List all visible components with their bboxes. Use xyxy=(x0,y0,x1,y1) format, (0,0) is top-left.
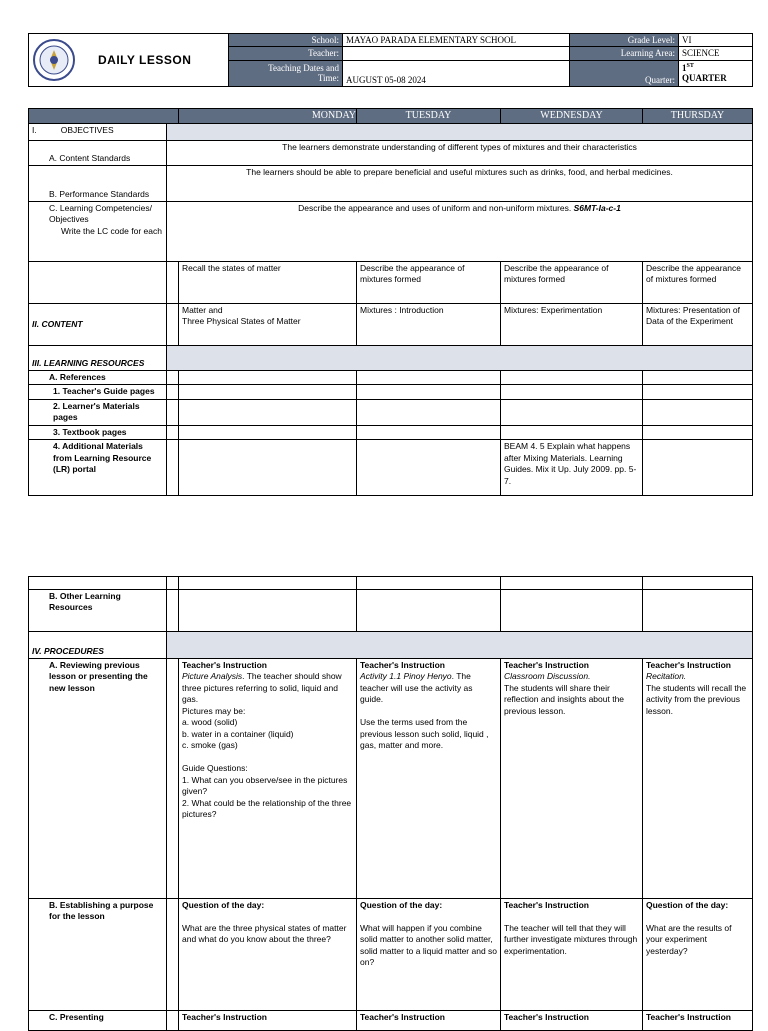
procedure-a-wednesday: Teacher's Instruction Classroom Discussion. The students will share their reflection and insights about the previous lesson. xyxy=(501,659,643,899)
lesson-header xyxy=(28,33,753,87)
other-resources-label: B. Other Learning Resources xyxy=(29,590,167,632)
procedure-a-tuesday: Teacher's Instruction Activity 1.1 Pinoy Henyo. The teacher will use the activity as guide. Use the terms used from the previous lesson such solid, liquid , gas, matter and more. xyxy=(357,659,501,899)
procedure-a-row xyxy=(29,659,753,899)
lesson-plan-table-1 xyxy=(28,108,753,496)
procedure-b-monday: Question of the day: What are the three physical states of matter and what do you know about the three? xyxy=(179,899,357,1011)
objectives-heading: I. OBJECTIVES xyxy=(29,124,167,141)
document-title: DAILY LESSON xyxy=(98,52,192,67)
procedure-c-thursday: Teacher's Instruction xyxy=(643,1011,753,1031)
textbook-pages-label: 3. Textbook pages xyxy=(29,425,167,439)
daily-objective-thursday: Describe the appearance of mixtures formed xyxy=(643,262,753,304)
school-label: School: xyxy=(229,34,343,47)
dates-value: AUGUST 05-08 2024 xyxy=(343,60,570,86)
day-header-row xyxy=(29,109,753,124)
daily-objective-tuesday: Describe the appearance of mixtures formed xyxy=(357,262,501,304)
grade-label: Grade Level: xyxy=(570,34,679,47)
procedure-c-tuesday: Teacher's Instruction xyxy=(357,1011,501,1031)
procedure-c-wednesday: Teacher's Instruction xyxy=(501,1011,643,1031)
content-tuesday: Mixtures : Introduction xyxy=(357,304,501,346)
daily-objective-monday: Recall the states of matter xyxy=(179,262,357,304)
procedure-a-thursday: Teacher's Instruction Recitation. The students will recall the activity from the previous lesson. xyxy=(643,659,753,899)
quarter-value: 1ST QUARTER xyxy=(679,60,753,86)
teacher-label: Teacher: xyxy=(229,47,343,60)
deped-seal-icon xyxy=(32,38,76,82)
learning-competencies-value: Describe the appearance and uses of uniform and non-uniform mixtures. S6MT-Ia-c-1 xyxy=(167,202,753,262)
content-monday: Matter and Three Physical States of Matter xyxy=(179,304,357,346)
lesson-plan-table-2 xyxy=(28,576,753,1031)
procedure-b-wednesday: Teacher's Instruction The teacher will tell that they will further investigate mixtures through experimentation. xyxy=(501,899,643,1011)
procedure-a-label: A. Reviewing previous lesson or presenting the new lesson xyxy=(29,659,167,899)
content-standards-value: The learners demonstrate understanding of different types of mixtures and their characteristics xyxy=(167,141,753,166)
procedures-label: IV. PROCEDURES xyxy=(29,632,167,659)
procedure-c-row xyxy=(29,1011,753,1031)
school-value: MAYAO PARADA ELEMENTARY SCHOOL xyxy=(343,34,570,47)
day-monday: MONDAY xyxy=(179,109,357,124)
procedure-a-monday: Teacher's Instruction Picture Analysis. The teacher should show three pictures referring to solid, liquid and gas. Pictures may be: a. wood (solid) b. water in a container (liquid) c. smoke (gas) Guide Questions: 1. What can you observe/see in the pictures given? 2. What could be the relationship of the three pictures? xyxy=(179,659,357,899)
content-row xyxy=(29,304,753,346)
procedure-b-thursday: Question of the day: What are the results of your experiment yesterday? xyxy=(643,899,753,1011)
grade-value: VI xyxy=(679,34,753,47)
learners-materials-label: 2. Learner's Materials pages xyxy=(29,399,167,425)
procedure-b-row xyxy=(29,899,753,1011)
procedure-c-label: C. Presenting xyxy=(29,1011,167,1031)
content-wednesday: Mixtures: Experimentation xyxy=(501,304,643,346)
content-standards-label: A. Content Standards xyxy=(29,141,167,166)
teacher-value xyxy=(343,47,570,60)
content-thursday: Mixtures: Presentation of Data of the Experiment xyxy=(643,304,753,346)
performance-standards-value: The learners should be able to prepare beneficial and useful mixtures such as drinks, food, and herbal medicines. xyxy=(167,166,753,202)
teachers-guide-label: 1. Teacher's Guide pages xyxy=(29,385,167,399)
additional-materials-wednesday: BEAM 4. 5 Explain what happens after Mixing Materials. Learning Guides. Mix it Up. July 2009. pp. 5-7. xyxy=(501,440,643,496)
day-tuesday: TUESDAY xyxy=(357,109,501,124)
area-label: Learning Area: xyxy=(570,47,679,60)
learning-competencies-label: C. Learning Competencies/ Objectives Write the LC code for each xyxy=(29,202,167,262)
procedure-c-monday: Teacher's Instruction xyxy=(179,1011,357,1031)
day-wednesday: WEDNESDAY xyxy=(501,109,643,124)
procedure-b-tuesday: Question of the day: What will happen if you combine solid matter to another solid matter, solid matter to a liquid matter and so on? xyxy=(357,899,501,1011)
daily-objective-wednesday: Describe the appearance of mixtures formed xyxy=(501,262,643,304)
dates-label: Teaching Dates and Time: xyxy=(229,60,343,86)
daily-objectives-row xyxy=(29,262,753,304)
performance-standards-label: B. Performance Standards xyxy=(29,166,167,202)
additional-materials-label: 4. Additional Materials from Learning Resource (LR) portal xyxy=(29,440,167,496)
area-value: SCIENCE xyxy=(679,47,753,60)
day-thursday: THURSDAY xyxy=(643,109,753,124)
learning-resources-label: III. LEARNING RESOURCES xyxy=(29,346,167,371)
quarter-label: Quarter: xyxy=(570,60,679,86)
references-label: A. References xyxy=(29,371,167,385)
header-logo-title xyxy=(29,34,229,87)
procedure-b-label: B. Establishing a purpose for the lesson xyxy=(29,899,167,1011)
content-label: II. CONTENT xyxy=(29,304,167,346)
